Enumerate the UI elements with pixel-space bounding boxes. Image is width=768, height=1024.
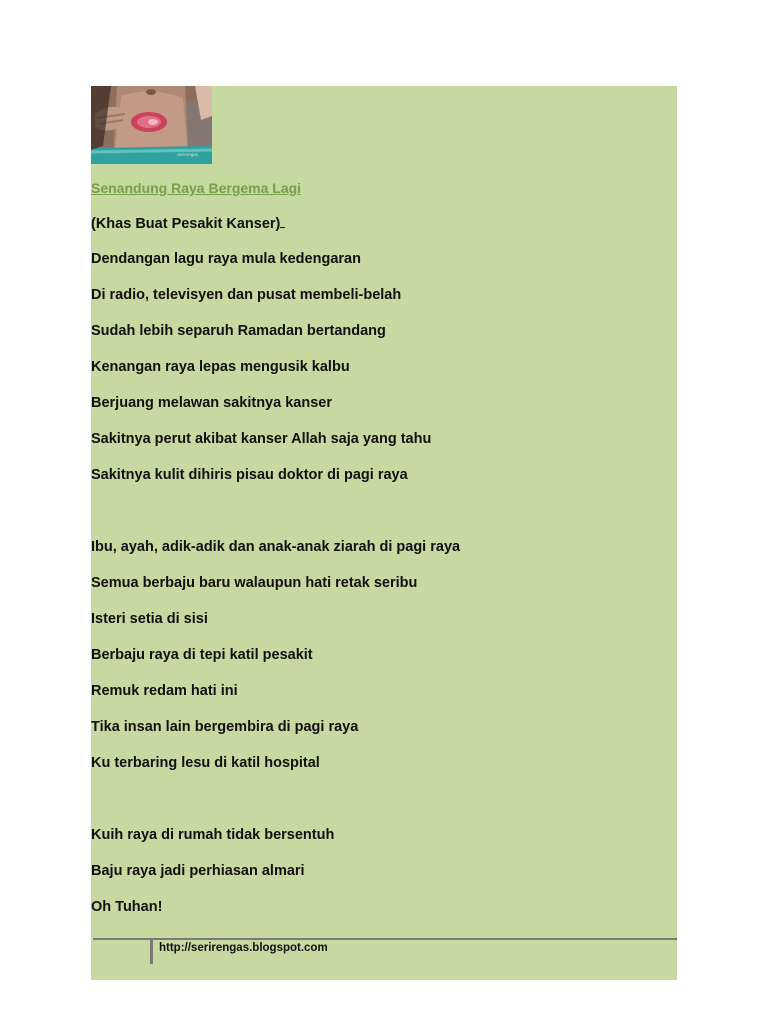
poem-line: Baju raya jadi perhiasan almari <box>91 863 305 879</box>
poem-subtitle <box>91 215 285 232</box>
poem-line: Di radio, televisyen dan pusat membeli-belah <box>91 287 402 303</box>
poem-line: Sakitnya perut akibat kanser Allah saja yang tahu <box>91 431 432 447</box>
poem-line: Tika insan lain bergembira di pagi raya <box>91 719 359 735</box>
poem-line: Ibu, ayah, adik-adik dan anak-anak ziarah di pagi raya <box>91 539 461 555</box>
poem-line: Berbaju raya di tepi katil pesakit <box>91 647 313 663</box>
poem-title: Senandung Raya Bergema Lagi <box>91 180 302 196</box>
poem-line: Oh Tuhan! <box>91 899 163 915</box>
poem-line: Berjuang melawan sakitnya kanser <box>91 395 332 411</box>
footer-divider <box>93 938 677 940</box>
poem-line: Semua berbaju baru walaupun hati retak seribu <box>91 575 418 591</box>
subtitle-underline-mark <box>280 215 285 228</box>
poem-line: Kuih raya di rumah tidak bersentuh <box>91 827 335 843</box>
poem-line: Ku terbaring lesu di katil hospital <box>91 755 320 771</box>
poem-line: Sakitnya kulit dihiris pisau doktor di pagi raya <box>91 467 408 483</box>
footer-vertical-divider <box>150 939 153 964</box>
photo-illustration <box>91 86 212 164</box>
poem-line: Dendangan lagu raya mula kedengaran <box>91 251 361 267</box>
document-page <box>91 86 677 980</box>
poem-subtitle-text: (Khas Buat Pesakit Kanser) <box>91 216 281 232</box>
poem-line: Kenangan raya lepas mengusik kalbu <box>91 359 350 375</box>
poem-line: Isteri setia di sisi <box>91 611 208 627</box>
poem-line: Remuk redam hati ini <box>91 683 238 699</box>
photo-image <box>91 86 212 164</box>
footer-url-link[interactable]: http://serirengas.blogspot.com <box>159 942 328 954</box>
poem-line: Sudah lebih separuh Ramadan bertandang <box>91 323 386 339</box>
svg-text:serirengas: serirengas <box>177 152 198 157</box>
